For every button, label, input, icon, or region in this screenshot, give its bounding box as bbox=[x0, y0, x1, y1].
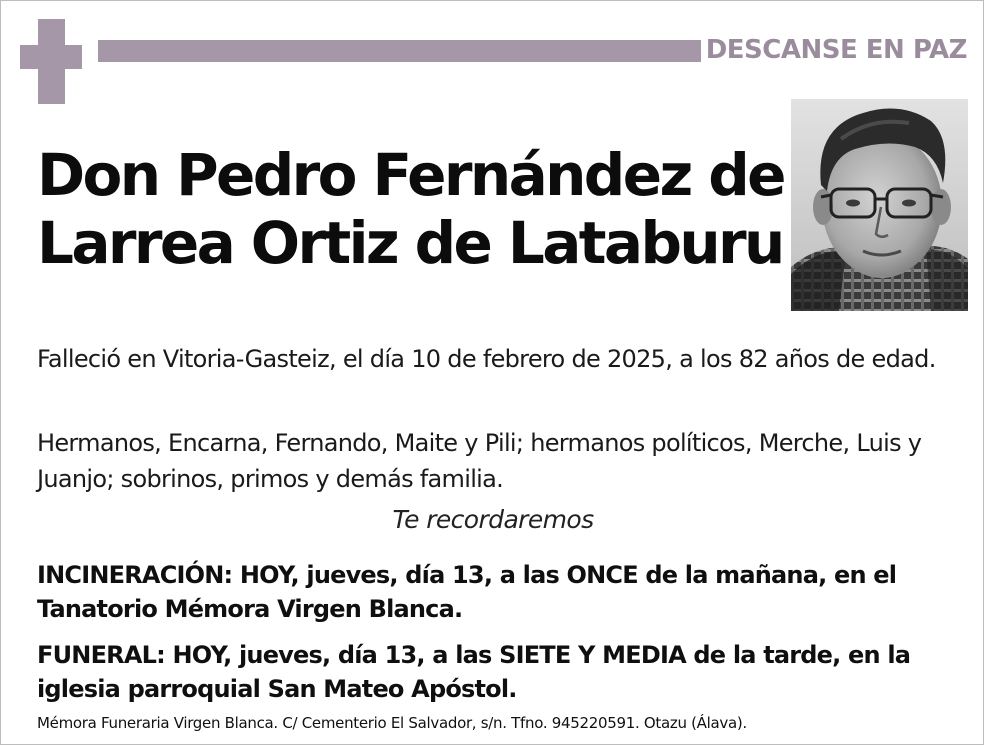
rest-in-peace-label: DESCANSE EN PAZ bbox=[705, 35, 967, 65]
header-rule bbox=[98, 40, 701, 62]
deceased-name bbox=[37, 141, 797, 277]
deceased-name-line-1: Don Pedro Fernández de bbox=[37, 141, 784, 209]
funeral-home-footer: Mémora Funeraria Virgen Blanca. C/ Cementerio El Salvador, s/n. Tfno. 945220591. Otazu (Álava). bbox=[37, 714, 747, 732]
portrait-photo bbox=[791, 99, 968, 311]
death-statement: Falleció en Vitoria-Gasteiz, el día 10 de febrero de 2025, a los 82 años de edad. bbox=[37, 345, 936, 373]
deceased-name-line-2: Larrea Ortiz de Lataburu bbox=[37, 209, 783, 277]
family-statement: Hermanos, Encarna, Fernando, Maite y Pili; hermanos políticos, Merche, Luis y Juanjo; sobrinos, primos y demás familia. bbox=[37, 429, 922, 493]
funeral-announcement: FUNERAL: HOY, jueves, día 13, a las SIETE Y MEDIA de la tarde, en la iglesia parroquial San Mateo Apóstol. bbox=[37, 641, 911, 703]
portrait-illustration bbox=[791, 99, 968, 311]
cremation-announcement: INCINERACIÓN: HOY, jueves, día 13, a las ONCE de la mañana, en el Tanatorio Mémora Virgen Blanca. bbox=[37, 561, 897, 623]
cross-horizontal-bar bbox=[20, 45, 82, 69]
memorial-phrase: Te recordaremos bbox=[392, 505, 594, 534]
